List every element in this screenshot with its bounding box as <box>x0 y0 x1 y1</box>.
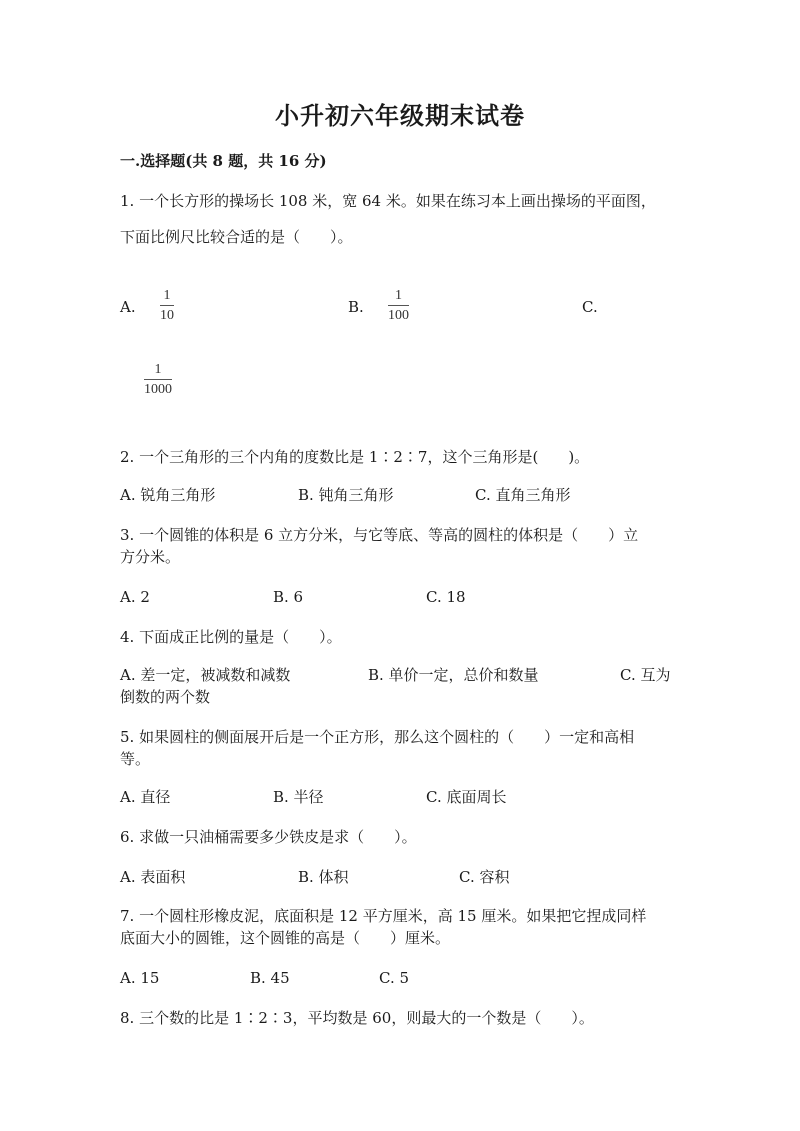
q1-option-c-fraction <box>144 362 172 398</box>
q4-option-c-line1: C. 互为 <box>620 666 671 684</box>
q7-option-a: A. 15 <box>120 969 160 987</box>
section-heading: 一.选择题(共 8 题，共 16 分) <box>120 152 327 170</box>
q2-option-c: C. 直角三角形 <box>475 486 571 504</box>
q1-option-b-label: B. <box>348 298 364 316</box>
q5-text-line2: 等。 <box>120 750 151 768</box>
fraction-bar <box>388 305 409 306</box>
q1-option-c-label: C. <box>582 298 598 316</box>
q7-option-b: B. 45 <box>250 969 290 987</box>
fraction-bar <box>160 305 174 306</box>
q5-option-b: B. 半径 <box>273 788 324 806</box>
q6-option-b: B. 体积 <box>298 868 349 886</box>
q8-text: 8. 三个数的比是 1∶2∶3，平均数是 60，则最大的一个数是（ ）。 <box>120 1009 594 1027</box>
q1-b-denominator: 100 <box>388 308 409 323</box>
q3-text-line2: 方分米。 <box>120 548 181 566</box>
fraction-bar <box>144 379 172 380</box>
q2-option-a: A. 锐角三角形 <box>120 486 216 504</box>
q4-option-c-line2: 倒数的两个数 <box>120 688 211 706</box>
q1-option-a-label: A. <box>120 298 136 316</box>
q6-option-a: A. 表面积 <box>120 868 186 886</box>
q1-option-a-fraction <box>160 288 174 324</box>
q7-text-line2: 底面大小的圆锥，这个圆锥的高是（ ）厘米。 <box>120 929 451 947</box>
q1-option-b-fraction <box>388 288 409 324</box>
q7-option-c: C. 5 <box>379 969 410 987</box>
q3-option-b: B. 6 <box>273 588 304 606</box>
q1-a-numerator: 1 <box>163 288 171 303</box>
q1-text-line1: 1. 一个长方形的操场长 108 米，宽 64 米。如果在练习本上画出操场的平面图， <box>120 192 656 210</box>
q1-c-numerator: 1 <box>154 362 162 377</box>
q6-text: 6. 求做一只油桶需要多少铁皮是求（ ）。 <box>120 828 417 846</box>
q3-option-c: C. 18 <box>426 588 466 606</box>
q1-text-line2: 下面比例尺比较合适的是（ ）。 <box>120 228 353 246</box>
q4-text: 4. 下面成正比例的量是（ ）。 <box>120 628 342 646</box>
q5-option-c: C. 底面周长 <box>426 788 507 806</box>
q1-c-denominator: 1000 <box>144 382 172 397</box>
q4-option-b: B. 单价一定，总价和数量 <box>368 666 539 684</box>
q1-a-denominator: 10 <box>160 308 174 323</box>
q5-text-line1: 5. 如果圆柱的侧面展开后是一个正方形，那么这个圆柱的（ ）一定和高相 <box>120 728 635 746</box>
q7-text-line1: 7. 一个圆柱形橡皮泥，底面积是 12 平方厘米，高 15 厘米。如果把它捏成同样 <box>120 907 647 925</box>
q6-option-c: C. 容积 <box>459 868 510 886</box>
q3-option-a: A. 2 <box>120 588 150 606</box>
q5-option-a: A. 直径 <box>120 788 171 806</box>
q2-option-b: B. 钝角三角形 <box>298 486 394 504</box>
q1-b-numerator: 1 <box>395 288 402 303</box>
q3-text-line1: 3. 一个圆锥的体积是 6 立方分米，与它等底、等高的圆柱的体积是（ ）立 <box>120 526 639 544</box>
q4-option-a: A. 差一定，被减数和减数 <box>120 666 291 684</box>
page-title: 小升初六年级期末试卷 <box>275 101 525 130</box>
q2-text: 2. 一个三角形的三个内角的度数比是 1∶2∶7，这个三角形是( )。 <box>120 448 590 466</box>
